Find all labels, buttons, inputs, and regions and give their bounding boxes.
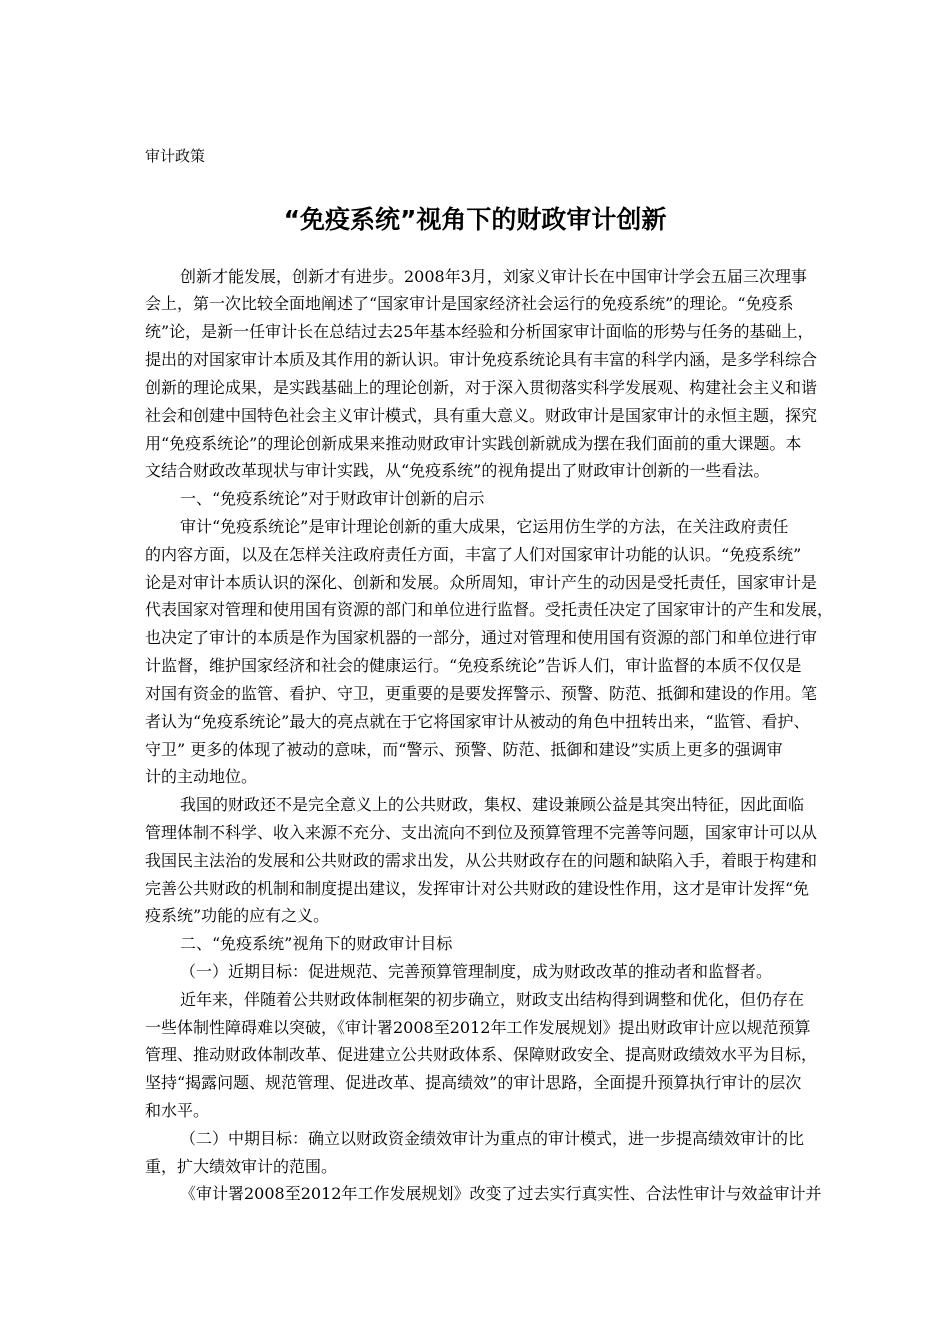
body-line: 管理体制不科学、收入来源不充分、支出流向不到位及预算管理不完善等问题，国家审计可以从 — [145, 823, 818, 842]
document-title: “免疫系统”视角下的财政审计创新 — [283, 205, 667, 234]
body-line: 者认为“免疫系统论”最大的亮点就在于它将国家审计从被动的角色中扭转出来，“监管、看护、 — [145, 712, 810, 731]
body-line: 会上，第一次比较全面地阐述了“国家审计是国家经济社会运行的免疫系统”的理论。“免疫系 — [145, 294, 794, 313]
body-line: 也决定了审计的本质是作为国家机器的一部分，通过对管理和使用国有资源的部门和单位进行审 — [145, 628, 818, 647]
body-line: 一些体制性障碍难以突破，《审计署2008至2012年工作发展规划》提出财政审计应以规范预算 — [145, 1018, 811, 1037]
body-line: 审计“免疫系统论”是审计理论创新的重大成果，它运用仿生学的方法，在关注政府责任 — [180, 517, 789, 536]
body-line: 提出的对国家审计本质及其作用的新认识。审计免疫系统论具有丰富的科学内涵，是多学科综合 — [145, 350, 818, 369]
body-line: 计的主动地位。 — [145, 767, 258, 786]
body-line: 重，扩大绩效审计的范围。 — [145, 1157, 338, 1176]
body-line: 社会和创建中国特色社会主义审计模式，具有重大意义。财政审计是国家审计的永恒主题，探究 — [145, 406, 818, 425]
body-line: 我国的财政还不是完全意义上的公共财政，集权、建设兼顾公益是其突出特征，因此面临 — [180, 795, 805, 814]
body-line: 创新的理论成果，是实践基础上的理论创新，对于深入贯彻落实科学发展观、构建社会主义和谐 — [145, 378, 818, 397]
body-line: 统”论，是新一任审计长在总结过去25年基本经验和分析国家审计面临的形势与任务的基础上， — [145, 322, 814, 341]
body-line: 完善公共财政的机制和制度提出建议，发挥审计对公共财政的建设性作用，这才是审计发挥“免 — [145, 879, 810, 898]
subsection-heading: （二）中期目标：确立以财政资金绩效审计为重点的审计模式，进一步提高绩效审计的比 — [180, 1129, 805, 1148]
body-line: 用“免疫系统论”的理论创新成果来推动财政审计实践创新就成为摆在我们面前的重大课题。本 — [145, 434, 802, 453]
body-line: 守卫” 更多的体现了被动的意味，而“警示、预警、防范、抵御和建设”实质上更多的强调审 — [145, 740, 783, 759]
body-line: 我国民主法治的发展和公共财政的需求出发，从公共财政存在的问题和缺陷入手，着眼于构建和 — [145, 851, 818, 870]
section-heading: 二、“免疫系统”视角下的财政审计目标 — [180, 934, 453, 953]
body-line: 疫系统”功能的应有之义。 — [145, 906, 330, 925]
subsection-heading: （一）近期目标：促进规范、完善预算管理制度，成为财政改革的推动者和监督者。 — [180, 962, 773, 981]
category-label: 审计政策 — [145, 147, 206, 165]
body-line: 坚持“揭露问题、规范管理、促进改革、提高绩效”的审计思路，全面提升预算执行审计的层次 — [145, 1073, 802, 1092]
body-line: 近年来，伴随着公共财政体制框架的初步确立，财政支出结构得到调整和优化，但仍存在 — [180, 990, 805, 1009]
body-line: 创新才能发展，创新才有进步。2008年3月，刘家义审计长在中国审计学会五届三次理事 — [180, 267, 807, 286]
body-line: 文结合财政改革现状与审计实践，从“免疫系统”的视角提出了财政审计创新的一些看法。 — [145, 461, 770, 480]
body-line: 和水平。 — [145, 1101, 210, 1120]
body-line: 管理、推动财政体制改革、促进建立公共财政体系、保障财政安全、提高财政绩效水平为目标， — [145, 1045, 818, 1064]
body-line: 的内容方面，以及在怎样关注政府责任方面，丰富了人们对国家审计功能的认识。“免疫系统” — [145, 545, 802, 564]
body-line: 论是对审计本质认识的深化、创新和发展。众所周知，审计产生的动因是受托责任，国家审计是 — [145, 573, 818, 592]
body-line: 《审计署2008至2012年工作发展规划》改变了过去实行真实性、合法性审计与效益审计并 — [180, 1184, 822, 1203]
body-line: 计监督，维护国家经济和社会的健康运行。“免疫系统论”告诉人们，审计监督的本质不仅仅是 — [145, 656, 802, 675]
body-line: 代表国家对管理和使用国有资源的部门和单位进行监督。受托责任决定了国家审计的产生和发展， — [145, 600, 834, 619]
body-line: 对国有资金的监管、看护、守卫，更重要的是要发挥警示、预警、防范、抵御和建设的作用。笔 — [145, 684, 818, 703]
section-heading: 一、“免疫系统论”对于财政审计创新的启示 — [180, 489, 485, 508]
